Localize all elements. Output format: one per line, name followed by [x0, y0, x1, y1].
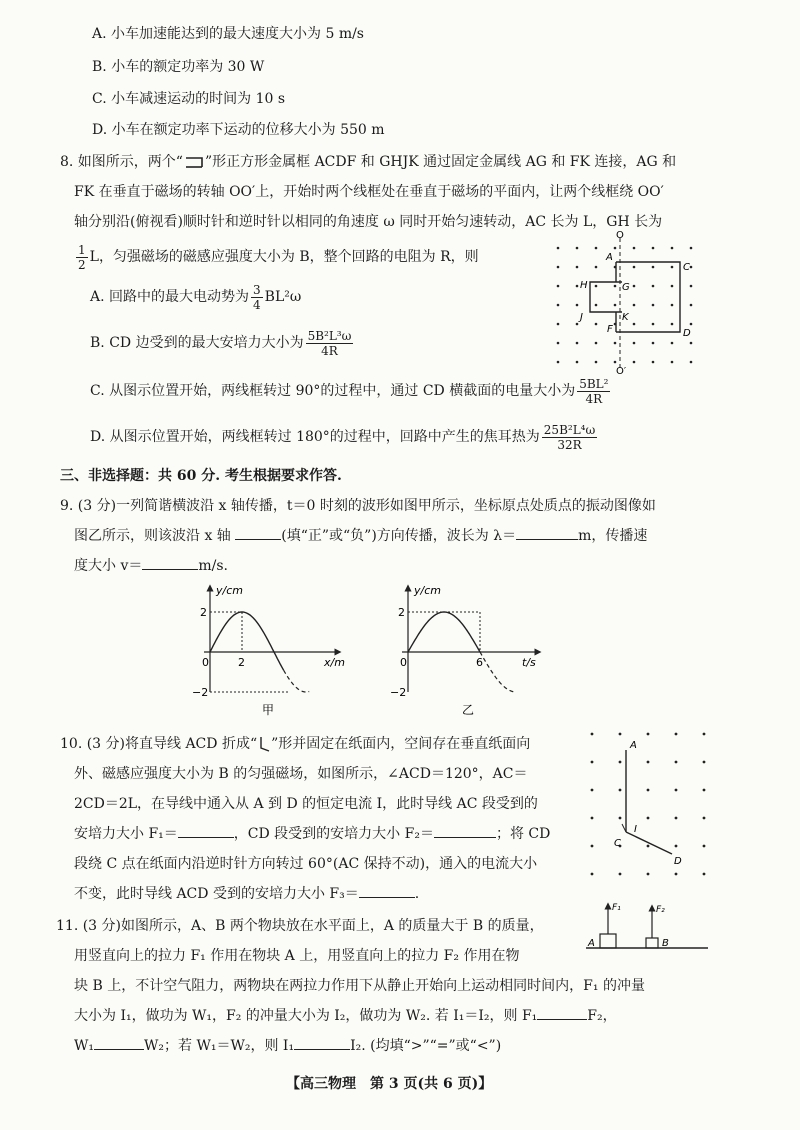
ylabel: y/cm: [414, 584, 441, 597]
label-c: C: [683, 262, 690, 273]
q11-stem-line3: 块 B 上，不计空气阻力，两物块在两拉力作用下从静止开始向上运动相同时间内，F₁ 的冲量: [74, 978, 645, 994]
field-dot: [690, 342, 693, 345]
tick-t0: 0: [400, 656, 407, 669]
field-dot: [675, 733, 678, 736]
label-d: D: [674, 856, 682, 867]
tick-y2: 2: [200, 606, 207, 619]
caption-yi: 乙: [462, 703, 475, 717]
label-k: K: [622, 312, 629, 323]
label-d: D: [683, 328, 691, 339]
q8-figure: [552, 228, 700, 376]
tick-y2: 2: [398, 606, 405, 619]
field-dot: [576, 361, 579, 364]
tick-x2: 2: [238, 656, 245, 669]
q10-stem-line5: 段绕 C 点在纸面内沿逆时针方向转过 60°(AC 保持不动)，通入的电流大小: [74, 856, 538, 872]
field-dot: [557, 361, 560, 364]
field-dot: [557, 304, 560, 307]
field-dot: [652, 304, 655, 307]
field-dot: [652, 361, 655, 364]
field-dot: [671, 285, 674, 288]
wire-cd: [626, 832, 672, 854]
section-3-heading: 三、非选择题：共 60 分. 考生根据要求作答.: [60, 468, 342, 484]
block-a: [600, 934, 616, 948]
field-dot: [595, 266, 598, 269]
q10-figure: [582, 724, 718, 884]
q10-stem-line1: 10. (3 分)将直导线 ACD 折成“ ”形并固定在纸面内，空间存在垂直纸面向: [60, 736, 531, 752]
field-dot: [633, 285, 636, 288]
field-dot: [619, 761, 622, 764]
field-dot: [647, 733, 650, 736]
tlabel: t/s: [522, 656, 536, 669]
magnetic-field-dots: [591, 733, 706, 876]
field-dot: [690, 323, 693, 326]
q8-option-b-fraction: $\frac{\text{5B²L³ω}}{4R}$: [307, 328, 352, 358]
q11-stem-line2: 用竖直向上的拉力 F₁ 作用在物块 A 上，用竖直向上的拉力 F₂ 作用在物: [74, 948, 520, 964]
q9-figure-b: [370, 580, 550, 720]
field-dot: [690, 361, 693, 364]
q9-stem-line3: 度大小 v＝ m/s.: [74, 558, 228, 574]
q11-stem-line4: 大小为 I₁，做功为 W₁，F₂ 的冲量大小为 I₂，做功为 W₂. 若 I₁＝I₂，则 F₁ F₂，: [74, 1008, 617, 1024]
field-dot: [671, 323, 674, 326]
q10-stem-line4: 安培力大小 F₁＝ ，CD 段受到的安培力大小 F₂＝ ；将 CD: [74, 826, 551, 842]
field-dot: [557, 266, 560, 269]
wave-curve: [210, 612, 284, 670]
field-dot: [595, 247, 598, 250]
tick-yn2: −2: [192, 686, 209, 699]
field-dot: [675, 817, 678, 820]
label-o-prime: O′: [616, 366, 627, 376]
q9-stem-line2: 图乙所示，则该波沿 x 轴 (填“正”或“负”)方向传播，波长为 λ＝ m，传播速: [74, 528, 648, 544]
field-dot: [675, 789, 678, 792]
field-dot: [703, 873, 706, 876]
field-dot: [675, 873, 678, 876]
q9-blank-direction[interactable]: [235, 539, 281, 540]
field-dot: [703, 789, 706, 792]
field-dot: [576, 266, 579, 269]
field-dot: [690, 285, 693, 288]
q10-stem-line2: 外、磁感应强度大小为 B 的匀强磁场，如图所示，∠ACD＝120°，AC＝: [74, 766, 528, 782]
field-dot: [671, 361, 674, 364]
field-dot: [576, 304, 579, 307]
q8-option-c-fraction: $\frac{\text{5BL²}}{4R}$: [579, 376, 609, 406]
field-dot: [595, 342, 598, 345]
field-dot: [595, 285, 598, 288]
q8-fraction: $\frac{1}{2}$: [78, 242, 86, 272]
field-dot: [591, 873, 594, 876]
field-dot: [652, 266, 655, 269]
field-dot: [652, 342, 655, 345]
q11-blank-i-compare[interactable]: [294, 1049, 350, 1050]
label-c: C: [614, 838, 621, 849]
field-dot: [690, 266, 693, 269]
field-dot: [576, 247, 579, 250]
label-b: B: [662, 938, 669, 949]
q9-blank-speed[interactable]: [142, 569, 198, 570]
field-dot: [671, 304, 674, 307]
field-dot: [591, 789, 594, 792]
tick-x0: 0: [202, 656, 209, 669]
field-dot: [652, 247, 655, 250]
q7-option-d: D. 小车在额定功率下运动的位移大小为 550 m: [92, 122, 385, 138]
caption-jia: 甲: [262, 703, 275, 717]
ylabel: y/cm: [216, 584, 243, 597]
frame-ghjk: [590, 282, 622, 312]
label-f: F: [607, 324, 613, 335]
q8-option-b: B. CD 边受到的最大安培力大小为 $\frac{\text{5B²L³ω}}{4R}$: [90, 328, 352, 358]
q10-blank-f1[interactable]: [178, 837, 234, 838]
field-dot: [703, 761, 706, 764]
q11-blank-w-compare[interactable]: [94, 1049, 144, 1050]
field-dot: [671, 266, 674, 269]
field-dot: [647, 817, 650, 820]
field-dot: [614, 285, 617, 288]
q9-blank-wavelength[interactable]: [516, 539, 578, 540]
field-dot: [557, 323, 560, 326]
field-dot: [675, 845, 678, 848]
label-j: J: [580, 312, 583, 323]
q8-stem-line3: 轴分别沿(俯视看)顺时针和逆时针以相同的角速度 ω 同时开始匀速转动，AC 长为 L，GH 长为: [74, 214, 663, 230]
field-dot: [647, 845, 650, 848]
vibration-curve: [408, 612, 480, 652]
field-dot: [633, 304, 636, 307]
label-current: I: [634, 824, 637, 835]
field-dot: [619, 789, 622, 792]
field-dot: [671, 247, 674, 250]
bent-wire-shape-icon: [257, 736, 271, 752]
field-dot: [647, 789, 650, 792]
q8-stem-line4: $\frac{1}{2}$ L，匀强磁场的磁感应强度大小为 B，整个回路的电阻为 R，则: [78, 242, 479, 272]
field-dot: [557, 342, 560, 345]
field-dot: [595, 304, 598, 307]
field-dot: [647, 761, 650, 764]
field-dot: [591, 761, 594, 764]
label-a: A: [588, 938, 595, 949]
field-dot: [614, 304, 617, 307]
q8-option-d-fraction: $\frac{\text{25B²L⁴ω}}{32R}$: [543, 422, 596, 452]
field-dot: [647, 873, 650, 876]
field-dot: [703, 733, 706, 736]
field-dot: [675, 761, 678, 764]
q8-option-a: A. 回路中的最大电动势为 $\frac{3}{4}$ BL²ω: [90, 282, 302, 312]
label-a: A: [630, 740, 637, 751]
field-dot: [652, 285, 655, 288]
page-footer: 【高三物理 第 3 页(共 6 页)】: [286, 1076, 493, 1092]
q11-stem-line5: W₁ W₂；若 W₁＝W₂，则 I₁ I₂. (均填“>”“=”或“<”): [74, 1038, 502, 1054]
field-dot: [690, 247, 693, 250]
field-dot: [576, 285, 579, 288]
field-dot: [614, 342, 617, 345]
field-dot: [633, 266, 636, 269]
q7-option-a: A. 小车加速能达到的最大速度大小为 5 m/s: [92, 26, 364, 42]
field-dot: [614, 247, 617, 250]
field-dot: [633, 342, 636, 345]
label-f2: F₂: [656, 905, 665, 915]
field-dot: [591, 845, 594, 848]
field-dot: [576, 342, 579, 345]
field-dot: [703, 845, 706, 848]
field-dot: [633, 361, 636, 364]
label-f1: F₁: [612, 903, 621, 913]
q9-figure-a: [190, 580, 350, 720]
field-dot: [652, 323, 655, 326]
q10-blank-f3[interactable]: [359, 897, 415, 898]
magnetic-field-dots: [557, 247, 693, 364]
q11-figure: [582, 898, 712, 958]
field-dot: [591, 817, 594, 820]
q10-stem-line3: 2CD＝2L，在导线中通入从 A 到 D 的恒定电流 I，此时导线 AC 段受到的: [74, 796, 538, 812]
q11-stem-line1: 11. (3 分)如图所示，A、B 两个物块放在水平面上，A 的质量大于 B 的质量，: [56, 918, 544, 934]
q8-stem-line1: 8. 如图所示，两个“ ”形正方形金属框 ACDF 和 GHJK 通过固定金属线 AG 和 FK 连接，AG 和: [60, 154, 677, 170]
field-dot: [619, 733, 622, 736]
q8-option-a-fraction: $\frac{3}{4}$: [253, 282, 261, 312]
bracket-shape-icon: [183, 155, 205, 169]
xlabel: x/m: [324, 656, 345, 669]
q8-option-c: C. 从图示位置开始，两线框转过 90°的过程中，通过 CD 横截面的电量大小为 $\frac{\text{5BL²}}{4R}$: [90, 376, 609, 406]
wave-curve-dashed: [284, 670, 310, 692]
q7-option-b: B. 小车的额定功率为 30 W: [92, 59, 265, 75]
q8-option-d: D. 从图示位置开始，两线框转过 180°的过程中，回路中产生的焦耳热为 $\frac{\text{25B²L⁴ω}}{32R}$: [90, 422, 596, 452]
q10-blank-f2[interactable]: [434, 837, 496, 838]
field-dot: [595, 323, 598, 326]
label-h: H: [580, 280, 588, 291]
field-dot: [619, 873, 622, 876]
field-dot: [614, 361, 617, 364]
field-dot: [633, 323, 636, 326]
field-dot: [633, 247, 636, 250]
field-dot: [576, 323, 579, 326]
vibration-curve-dashed: [480, 652, 516, 692]
label-a: A: [606, 252, 613, 263]
q11-blank-f-compare[interactable]: [537, 1019, 587, 1020]
tick-yn2: −2: [390, 686, 407, 699]
q9-stem-line1: 9. (3 分)一列简谐横波沿 x 轴传播，t＝0 时刻的波形如图甲所示，坐标原点处质点的振动图像如: [60, 498, 656, 514]
field-dot: [557, 285, 560, 288]
q8-stem-line2: FK 在垂直于磁场的转轴 OO′上，开始时两个线框处在垂直于磁场的平面内，让两个线框绕 OO′: [74, 184, 664, 200]
q7-option-c: C. 小车减速运动的时间为 10 s: [92, 91, 286, 107]
tick-t6: 6: [476, 656, 483, 669]
q10-stem-line6: 不变，此时导线 ACD 受到的安培力大小 F₃＝ .: [74, 886, 420, 902]
field-dot: [557, 247, 560, 250]
field-dot: [595, 361, 598, 364]
field-dot: [591, 733, 594, 736]
field-dot: [690, 304, 693, 307]
label-g: G: [622, 282, 630, 293]
field-dot: [619, 817, 622, 820]
label-o: O: [616, 230, 624, 241]
block-b: [646, 938, 658, 948]
field-dot: [703, 817, 706, 820]
field-dot: [671, 342, 674, 345]
